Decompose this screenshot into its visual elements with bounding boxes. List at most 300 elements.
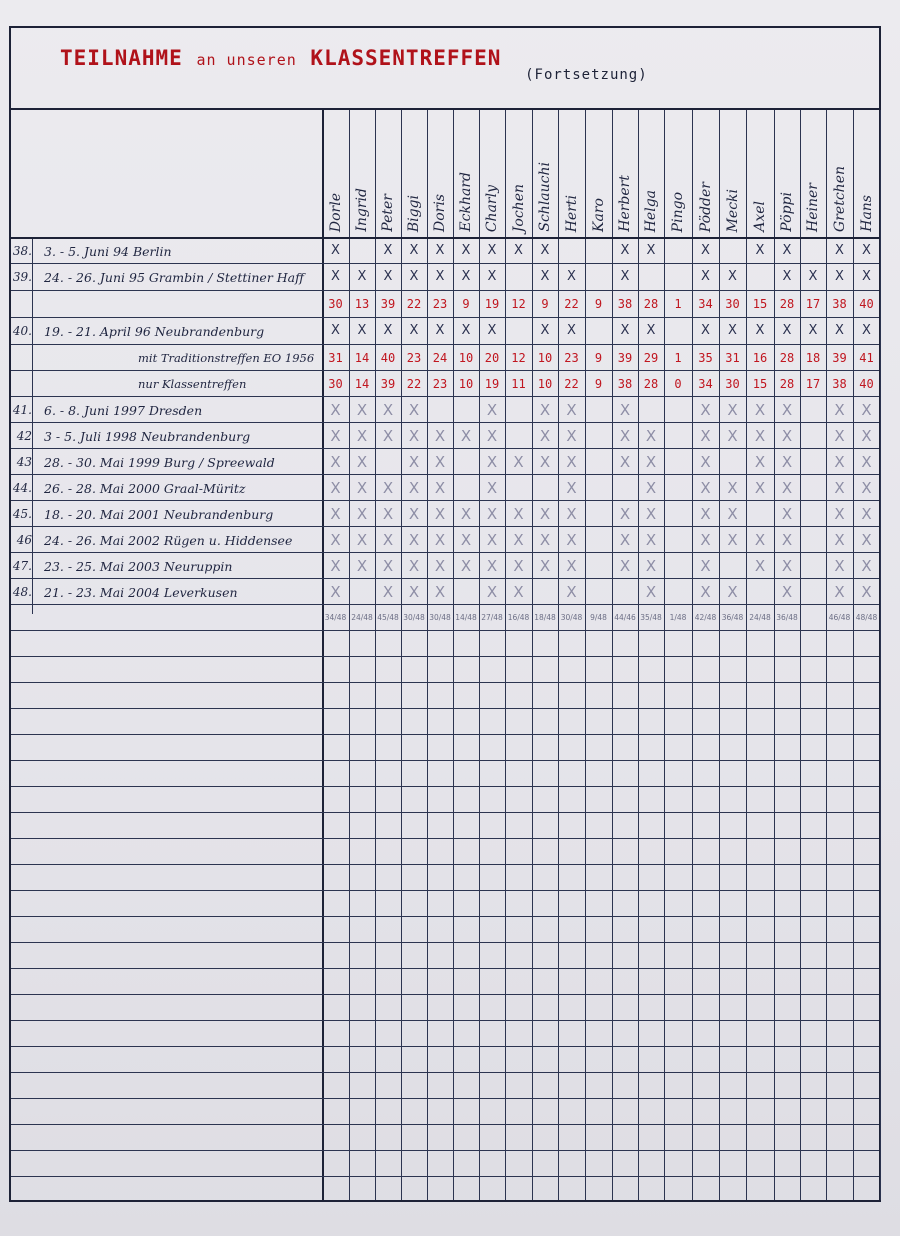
attendance-mark: X [619, 401, 631, 419]
blank-row-rule [11, 1046, 879, 1047]
name-header [719, 120, 746, 232]
attendance-mark: X [461, 243, 471, 258]
total-cell: 30 [328, 297, 343, 311]
blank-row-rule [11, 994, 879, 995]
total-cell: 28 [779, 297, 795, 311]
attendance-mark: X [701, 243, 710, 258]
attendance-mark: X [834, 453, 845, 471]
attendance-mark: X [567, 323, 576, 338]
attendance-mark: X [566, 505, 577, 523]
blank-row-rule [11, 656, 879, 657]
attendance-mark: X [619, 505, 631, 523]
attendance-mark: X [834, 427, 845, 445]
attendance-mark: X [566, 557, 577, 575]
row-number: 42 [16, 429, 32, 443]
name-header [664, 120, 692, 232]
attendance-mark: X [486, 505, 498, 523]
name-header [375, 120, 401, 232]
name-header [453, 120, 479, 232]
attendance-mark: X [620, 243, 630, 258]
name-header [585, 120, 612, 232]
total-cell: 9 [594, 377, 603, 391]
attendance-mark: X [566, 531, 577, 549]
attendance-mark: X [700, 531, 711, 549]
attendance-mark: X [408, 479, 420, 497]
row-number: 45. [12, 507, 32, 521]
name-header-label: Axel [752, 201, 768, 232]
attendance-mark: X [646, 243, 656, 258]
blank-row-rule [11, 1150, 879, 1151]
total-cell: 10 [537, 377, 553, 391]
attendance-mark: X [330, 505, 341, 523]
attendance-mark: X [781, 531, 793, 549]
attendance-mark: X [700, 453, 711, 471]
attendance-mark: X [434, 427, 446, 445]
attendance-mark: X [382, 531, 394, 549]
attendance-mark: X [645, 505, 657, 523]
name-header [427, 120, 453, 232]
ratio-cell: 18/48 [534, 613, 556, 622]
event-label: 6. - 8. Juni 1997 Dresden [44, 403, 203, 418]
attendance-mark: X [728, 323, 737, 338]
total-cell: 24 [432, 351, 448, 365]
event-label: 23. - 25. Mai 2003 Neuruppin [44, 559, 233, 574]
attendance-mark: X [408, 557, 420, 575]
ratio-cell: 36/48 [721, 613, 744, 622]
ratio-cell: 1/48 [669, 613, 687, 622]
event-label: nur Klassentreffen [138, 377, 247, 391]
attendance-mark: X [356, 401, 368, 419]
attendance-mark: X [754, 453, 766, 471]
attendance-mark: X [754, 557, 766, 575]
blank-row-rule [11, 890, 879, 891]
attendance-mark: X [808, 269, 818, 284]
attendance-mark: X [645, 557, 657, 575]
event-label: 26. - 28. Mai 2000 Graal-Müritz [44, 481, 246, 496]
ratio-cell: 42/48 [694, 613, 717, 622]
attendance-mark: X [861, 479, 872, 497]
total-cell: 38 [832, 377, 847, 391]
attendance-mark: X [754, 427, 766, 445]
total-cell: 40 [859, 377, 874, 391]
total-cell: 39 [832, 351, 847, 365]
row-rule [11, 500, 879, 501]
ratio-cell: 46/48 [828, 613, 851, 622]
total-cell: 28 [643, 377, 659, 391]
row-rule [11, 344, 879, 345]
name-header-label: Pöppi [779, 192, 795, 232]
attendance-mark: X [408, 427, 420, 445]
attendance-mark: X [486, 427, 498, 445]
attendance-mark: X [620, 323, 630, 338]
blank-row-rule [11, 968, 879, 969]
total-cell: 22 [564, 297, 579, 311]
name-header-label: Ingrid [354, 188, 370, 232]
attendance-mark: X [460, 505, 472, 523]
total-cell: 18 [805, 351, 821, 365]
attendance-mark: X [861, 557, 872, 575]
attendance-mark: X [727, 583, 738, 601]
ratio-cell: 9/48 [590, 613, 607, 622]
attendance-mark: X [700, 427, 711, 445]
attendance-mark: X [514, 243, 523, 258]
attendance-mark: X [755, 243, 765, 258]
name-header [638, 120, 664, 232]
attendance-mark: X [754, 531, 766, 549]
ratio-cell: 34/48 [324, 613, 347, 622]
attendance-mark: X [781, 583, 793, 601]
attendance-mark: X [435, 323, 445, 338]
blank-row-rule [11, 682, 879, 683]
blank-row-rule [11, 812, 879, 813]
event-label: 28. - 30. Mai 1999 Burg / Spreewald [44, 455, 275, 470]
event-label: mit Traditionstreffen EO 1956 [138, 351, 315, 365]
attendance-mark: X [782, 269, 792, 284]
attendance-mark: X [727, 479, 738, 497]
attendance-mark: X [330, 401, 341, 419]
attendance-mark: X [539, 427, 551, 445]
row-rule [11, 526, 879, 527]
attendance-mark: X [834, 557, 845, 575]
total-cell: 38 [617, 297, 633, 311]
attendance-mark: X [356, 427, 368, 445]
attendance-mark: X [700, 479, 711, 497]
attendance-mark: X [356, 531, 368, 549]
blank-row-rule [11, 1176, 879, 1177]
name-header [532, 120, 558, 232]
attendance-mark: X [834, 401, 845, 419]
total-cell: 23 [564, 351, 579, 365]
attendance-mark: X [781, 505, 793, 523]
ratio-cell: 30/48 [560, 613, 583, 622]
title-part-teilnahme: TEILNAHME [60, 46, 183, 70]
blank-row-rule [11, 1124, 879, 1125]
ratio-cell: 36/48 [776, 613, 798, 622]
row-rule [11, 422, 879, 423]
attendance-mark: X [700, 401, 711, 419]
name-header-label: Heiner [805, 183, 821, 232]
attendance-mark: X [566, 479, 577, 497]
total-cell: 23 [432, 297, 448, 311]
name-header-label: Biggi [406, 194, 422, 232]
name-header-label: Charly [484, 184, 500, 232]
event-label: 24. - 26. Mai 2002 Rügen u. Hiddensee [44, 533, 293, 548]
total-cell: 22 [564, 377, 579, 391]
attendance-mark: X [566, 583, 577, 601]
attendance-mark: X [755, 323, 765, 338]
attendance-mark: X [782, 323, 792, 338]
total-cell: 29 [643, 351, 659, 365]
attendance-mark: X [513, 583, 524, 601]
event-label: 24. - 26. Juni 95 Grambin / Stettiner Haff [44, 270, 304, 285]
total-cell: 14 [354, 351, 370, 365]
name-header-label: Pingo [670, 191, 686, 232]
total-cell: 40 [380, 351, 396, 365]
name-header-label: Doris [432, 193, 448, 232]
name-header-label: Gretchen [831, 166, 848, 232]
attendance-mark: X [461, 269, 471, 284]
total-cell: 34 [698, 297, 713, 311]
attendance-mark: X [834, 583, 845, 601]
row-number: 38. [12, 244, 32, 258]
total-cell: 1 [674, 351, 682, 365]
column-rule [638, 110, 639, 1200]
attendance-mark: X [861, 531, 872, 549]
event-label: 19. - 21. April 96 Neubrandenburg [44, 324, 265, 339]
attendance-mark: X [460, 531, 472, 549]
row-number: 44. [12, 481, 32, 495]
attendance-mark: X [727, 427, 738, 445]
ratio-cell: 27/48 [481, 613, 503, 622]
name-header-label: Helga [643, 189, 659, 232]
name-header-label: Eckhard [458, 172, 474, 232]
attendance-mark: X [861, 505, 872, 523]
attendance-mark: X [356, 505, 368, 523]
ratio-cell: 48/48 [855, 613, 878, 622]
column-rule [664, 110, 665, 1200]
blank-row-rule [11, 708, 879, 709]
attendance-mark: X [330, 427, 341, 445]
total-cell: 22 [406, 377, 422, 391]
event-label: 18. - 20. Mai 2001 Neubrandenburg [44, 507, 274, 522]
attendance-mark: X [700, 583, 711, 601]
attendance-mark: X [435, 243, 445, 258]
attendance-mark: X [567, 269, 576, 284]
attendance-mark: X [434, 583, 446, 601]
total-cell: 35 [698, 351, 713, 365]
attendance-mark: X [409, 243, 419, 258]
attendance-mark: X [513, 531, 524, 549]
row-number: 41. [12, 403, 32, 417]
ratio-cell: 14/48 [455, 613, 477, 622]
total-cell: 17 [805, 297, 821, 311]
attendance-mark: X [619, 557, 631, 575]
attendance-mark: X [382, 583, 394, 601]
row-rule [11, 474, 879, 475]
name-header [826, 120, 853, 232]
attendance-mark: X [539, 505, 551, 523]
attendance-mark: X [434, 531, 446, 549]
total-cell: 38 [617, 377, 633, 391]
total-cell: 11 [511, 377, 526, 391]
total-cell: 15 [752, 297, 768, 311]
attendance-mark: X [539, 557, 551, 575]
attendance-mark: X [408, 401, 420, 419]
total-cell: 20 [484, 351, 500, 365]
attendance-mark: X [460, 427, 472, 445]
attendance-mark: X [781, 401, 793, 419]
total-cell: 1 [674, 297, 682, 311]
attendance-mark: X [834, 531, 845, 549]
ratio-cell: 45/48 [377, 613, 399, 622]
attendance-mark: X [701, 323, 710, 338]
attendance-mark: X [539, 453, 551, 471]
attendance-mark: X [486, 557, 498, 575]
attendance-mark: X [382, 479, 394, 497]
attendance-mark: X [540, 243, 550, 258]
attendance-mark: X [331, 243, 340, 258]
blank-row-rule [11, 786, 879, 787]
total-cell: 23 [406, 351, 422, 365]
blank-row-rule [11, 864, 879, 865]
total-cell: 30 [725, 377, 740, 391]
attendance-mark: X [513, 557, 524, 575]
blank-row-rule [11, 942, 879, 943]
total-cell: 13 [354, 297, 370, 311]
name-header [774, 120, 800, 232]
total-cell: 39 [380, 377, 396, 391]
attendance-mark: X [539, 401, 551, 419]
attendance-mark: X [727, 531, 738, 549]
total-cell: 9 [594, 297, 603, 311]
event-label: 3 - 5. Juli 1998 Neubrandenburg [44, 429, 251, 444]
attendance-mark: X [539, 531, 551, 549]
column-rule [746, 110, 747, 1200]
attendance-mark: X [835, 269, 844, 284]
attendance-mark: X [408, 505, 420, 523]
attendance-mark: X [356, 557, 368, 575]
column-rule [585, 110, 586, 1200]
attendance-mark: X [409, 323, 419, 338]
name-header [401, 120, 427, 232]
attendance-mark: X [645, 427, 657, 445]
name-header [505, 120, 532, 232]
row-number: 46 [16, 533, 32, 547]
attendance-mark: X [382, 401, 394, 419]
total-cell: 30 [328, 377, 343, 391]
attendance-mark: X [540, 269, 550, 284]
attendance-mark: X [619, 427, 631, 445]
name-header [612, 120, 638, 232]
attendance-mark: X [781, 427, 793, 445]
attendance-mark: X [862, 269, 871, 284]
attendance-mark: X [781, 479, 793, 497]
attendance-mark: X [461, 323, 471, 338]
column-rule [880, 110, 881, 1200]
total-cell: 9 [594, 351, 603, 365]
row-rule [11, 396, 879, 397]
blank-row-rule [11, 1020, 879, 1021]
attendance-mark: X [566, 427, 577, 445]
total-cell: 12 [511, 297, 526, 311]
attendance-mark: X [754, 401, 766, 419]
attendance-mark: X [566, 453, 577, 471]
attendance-mark: X [781, 557, 793, 575]
attendance-mark: X [834, 479, 845, 497]
attendance-mark: X [357, 323, 367, 338]
attendance-mark: X [861, 453, 872, 471]
total-cell: 0 [674, 377, 682, 391]
total-cell: 40 [859, 297, 874, 311]
attendance-mark: X [861, 401, 872, 419]
attendance-mark: X [434, 453, 446, 471]
attendance-mark: X [382, 557, 394, 575]
attendance-mark: X [382, 505, 394, 523]
attendance-mark: X [620, 269, 630, 284]
total-cell: 22 [406, 297, 422, 311]
name-header-label: Hans [858, 195, 875, 232]
attendance-mark: X [619, 531, 631, 549]
attendance-mark: X [835, 323, 844, 338]
total-cell: 28 [779, 377, 795, 391]
row-rule [11, 630, 879, 631]
ratio-cell: 30/48 [403, 613, 425, 622]
ratio-cell: 16/48 [507, 613, 530, 622]
attendance-mark: X [487, 269, 497, 284]
attendance-mark: X [835, 243, 844, 258]
attendance-mark: X [645, 479, 657, 497]
title-continuation: (Fortsetzung) [525, 67, 648, 83]
row-rule [11, 578, 879, 579]
attendance-mark: X [330, 531, 341, 549]
name-header [853, 120, 880, 232]
attendance-mark: X [330, 453, 341, 471]
name-header-label: Karo [590, 198, 607, 232]
attendance-mark: X [486, 583, 498, 601]
row-rule [11, 604, 879, 605]
total-cell: 10 [537, 351, 553, 365]
attendance-mark: X [754, 479, 766, 497]
attendance-mark: X [330, 583, 341, 601]
row-number: 48. [12, 585, 32, 599]
attendance-mark: X [487, 323, 497, 338]
total-cell: 12 [511, 351, 526, 365]
total-cell: 41 [859, 351, 874, 365]
attendance-mark: X [862, 323, 871, 338]
name-header-label: Peter [380, 194, 396, 232]
title-part-an-unseren: an unseren [196, 51, 297, 69]
attendance-mark: X [331, 323, 340, 338]
attendance-mark: X [487, 243, 497, 258]
attendance-mark: X [356, 479, 368, 497]
row-rule [11, 263, 879, 264]
attendance-mark: X [486, 479, 498, 497]
total-cell: 34 [698, 377, 713, 391]
name-header-label: Herbert [617, 175, 633, 232]
name-header [479, 120, 505, 232]
total-cell: 30 [725, 297, 740, 311]
attendance-mark: X [619, 453, 631, 471]
attendance-mark: X [700, 505, 711, 523]
total-cell: 9 [462, 297, 470, 311]
blank-row-rule [11, 734, 879, 735]
attendance-mark: X [408, 531, 420, 549]
ratio-cell: 44/46 [614, 613, 636, 622]
attendance-mark: X [513, 453, 524, 471]
total-cell: 9 [541, 297, 549, 311]
attendance-mark: X [408, 583, 420, 601]
attendance-mark: X [728, 269, 737, 284]
attendance-mark: X [782, 243, 792, 258]
attendance-mark: X [409, 269, 419, 284]
attendance-mark: X [434, 505, 446, 523]
name-header-label: Schlauchi [537, 162, 553, 232]
name-header [349, 120, 375, 232]
title-part-klassentreffen: KLASSENTREFFEN [310, 46, 502, 70]
attendance-mark: X [331, 269, 340, 284]
attendance-mark: X [861, 427, 872, 445]
blank-row-rule [11, 916, 879, 917]
name-header [800, 120, 826, 232]
total-cell: 31 [725, 351, 740, 365]
total-cell: 16 [752, 351, 768, 365]
row-rule [11, 448, 879, 449]
row-rule [11, 290, 879, 291]
row-rule [11, 370, 879, 371]
attendance-mark: X [383, 323, 393, 338]
attendance-mark: X [330, 557, 341, 575]
ratio-cell: 24/48 [351, 613, 373, 622]
